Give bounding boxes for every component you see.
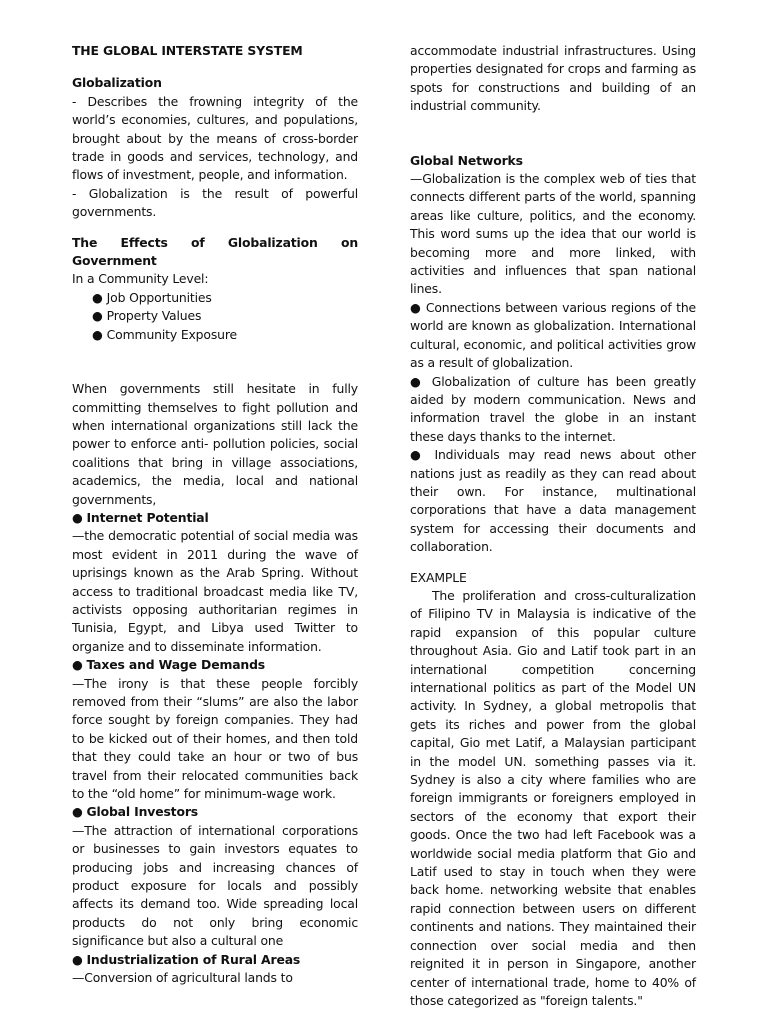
globalization-result: - Globalization is the result of powerful governments. xyxy=(72,185,358,220)
taxes-heading: ● Taxes and Wage Demands xyxy=(72,657,266,673)
example-heading: EXAMPLE xyxy=(410,569,467,585)
internet-paragraph: —the democratic potential of social media was most evident in 2011 during the wave of uprisings known as the Arab Spring. Without access to traditional broadcast media like TV, activists opposing authoritarian regimes in Tunisia, Egypt, and Libya used Twitter to organize and to disseminate information. xyxy=(72,528,358,654)
networks-heading: Global Networks xyxy=(410,152,523,168)
bullet-icon: ● xyxy=(72,804,83,820)
globalization-heading: Globalization xyxy=(72,75,162,91)
list-item: ● Job Opportunities xyxy=(92,289,212,305)
globalization-definition: - Describes the frowning integrity of the world’s economies, cultures, and populations, brought about by the means of cross-border trade in goods and services, technology, and flows of investment, people, and information. xyxy=(72,93,358,183)
list-item: ● Property Values xyxy=(92,308,202,324)
networks-bullet-2: ● Globalization of culture has been greatly aided by modern communication. News and information travel the globe in an instant these days thanks to the internet. xyxy=(410,373,697,444)
governments-paragraph: When governments still hesitate in fully committing themselves to fight pollution and when international organizations still lack the power to enforce anti- pollution policies, social coalitions that bring in village associations, academics, the media, local and national governments, xyxy=(72,381,358,507)
list-item: ● Community Exposure xyxy=(92,326,237,342)
community-level-label: In a Community Level: xyxy=(72,271,209,287)
bullet-icon: ● xyxy=(92,308,103,324)
effects-heading: The Effects of Globalization on Government xyxy=(72,234,358,269)
bullet-icon: ● xyxy=(410,447,426,463)
industrial-heading: ● Industrialization of Rural Areas xyxy=(72,951,301,967)
bullet-icon: ● xyxy=(72,657,83,673)
bullet-icon: ● xyxy=(72,951,83,967)
right-column xyxy=(410,42,696,1010)
internet-heading: ● Internet Potential xyxy=(72,509,209,525)
industrial-paragraph: —Conversion of agricultural lands to xyxy=(72,970,293,986)
networks-bullet-1: ● Connections between various regions of the world are known as globalization. International cultural, economic, and political activities grow as a result of globalization. xyxy=(410,299,696,371)
bullet-icon: ● xyxy=(72,509,83,525)
investors-paragraph: —The attraction of international corporations or businesses to gain investors equates to producing jobs and increasing chances of product exposure for locals and possibly affects its demand too. Wide spreading local products do not only bring economic significance but also a cultural one xyxy=(72,822,358,949)
investors-heading: ● Global Investors xyxy=(72,804,198,820)
left-column xyxy=(72,42,358,988)
document-title: THE GLOBAL INTERSTATE SYSTEM xyxy=(72,43,303,58)
example-paragraph: The proliferation and cross-culturalization of Filipino TV in Malaysia is indicative of the rapid expansion of this popular culture throughout Asia. Gio and Latif took part in an international competition concerning international politics as part of the Model UN activity. In Sydney, a global metropolis that gets its riches and power from the global capital, Gio met Latif, a Malaysian participant in the model UN. something passes via it. Sydney is also a city where families who are foreign immigrants or foreigners employed in sectors of the economy that export their goods. Once the two had left Facebook was a worldwide social media platform that Gio and Latif used to stay in touch when they were back home. networking website that enables rapid connection between users on different continents and nations. They maintained their connection over social media and then reignited it in person in Singapore, another center of international trade, home to 40% of those categorized as "foreign talents." xyxy=(410,587,696,1008)
bullet-icon: ● xyxy=(92,326,103,342)
networks-bullet-3: ● Individuals may read news about other nations just as readily as they can read about their own. For instance, multinational corporations that have a data management system for accessing their documents and collaboration. xyxy=(410,447,697,555)
bullet-icon: ● xyxy=(410,299,422,315)
networks-paragraph: —Globalization is the complex web of ties that connects different parts of the world, spanning areas like culture, politics, and the economy. This word sums up the idea that our world is becoming more and more linked, with activities and influences that span national lines. xyxy=(410,171,696,297)
community-list xyxy=(72,289,358,344)
taxes-paragraph: —The irony is that these people forcibly removed from their “slums” are also the labor force sought by foreign companies. They had to be kicked out of their homes, and then told that they could take an hour or two of bus travel from their relocated communities back to the “old home” for minimum-wage work. xyxy=(72,675,358,802)
bullet-icon: ● xyxy=(410,373,425,389)
bullet-icon: ● xyxy=(92,289,103,305)
continuation-paragraph: accommodate industrial infrastructures. Using properties designated for crops and farming as spots for constructions and building of an industrial community. xyxy=(410,43,696,114)
